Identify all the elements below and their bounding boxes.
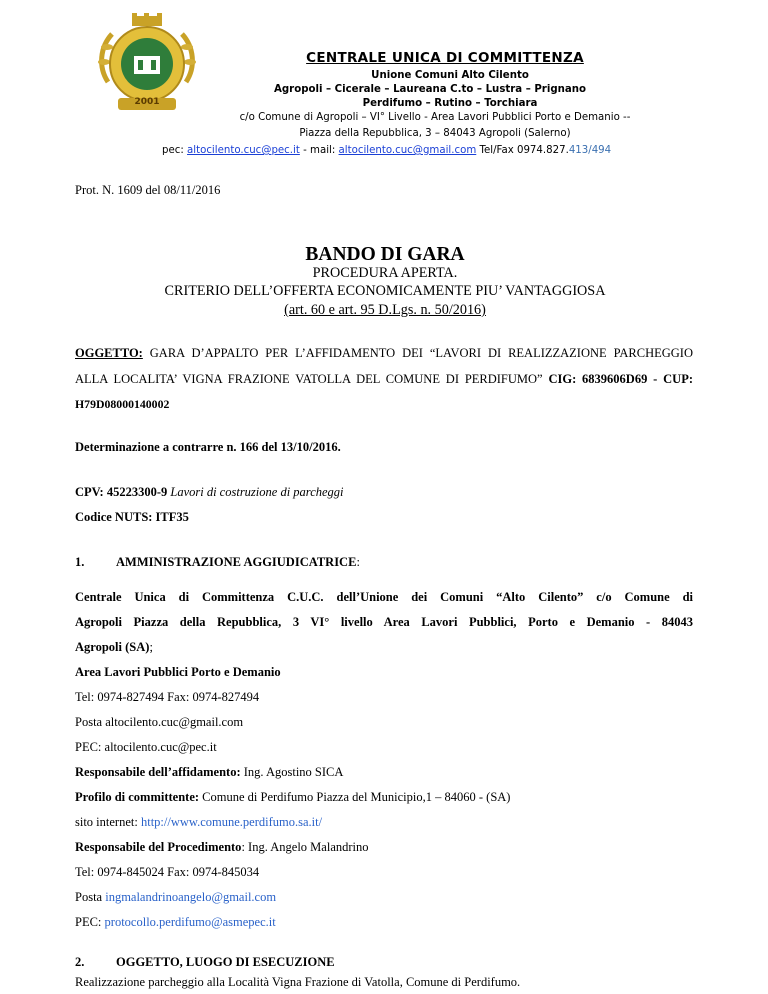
logo-year: 2001 xyxy=(134,97,160,107)
pec2-label: PEC: xyxy=(75,915,105,929)
oggetto-label: OGGETTO: xyxy=(75,346,143,360)
profilo-committente xyxy=(75,790,510,805)
header-title: CENTRALE UNICA DI COMMITTENZA xyxy=(306,50,584,66)
header-line2: Agropoli – Cicerale – Laureana C.to – Lustra – Prignano xyxy=(274,84,586,95)
oggetto-text1: GARA D’APPALTO PER L’AFFIDAMENTO DEI “LAVORI DI REALIZZAZIONE PARCHEGGIO xyxy=(149,346,693,360)
profilo-value: Comune di Perdifumo Piazza del Municipio,1 – 84060 - (SA) xyxy=(199,790,511,804)
tel-fax-2: Tel: 0974-845024 Fax: 0974-845034 xyxy=(75,865,260,879)
section1-colon: : xyxy=(356,555,360,569)
nuts-code: Codice NUTS: ITF35 xyxy=(75,510,189,524)
header-contacts xyxy=(162,145,611,156)
protocol-number: Prot. N. 1609 del 08/11/2016 xyxy=(75,183,221,197)
document-title: BANDO DI GARA xyxy=(305,244,465,265)
section1-number: 1. xyxy=(75,555,85,569)
cig-value: : 6839606D69 - CUP: xyxy=(572,372,693,386)
cpv-label: CPV xyxy=(75,485,100,499)
posta-email-2 xyxy=(75,890,276,905)
section2-body: Realizzazione parcheggio alla Località Vigna Frazione di Vatolla, Comune di Perdifumo. xyxy=(75,975,521,989)
determinazione: Determinazione a contrarre n. 166 del 13/10/2016. xyxy=(75,440,341,454)
sito-link[interactable]: http://www.comune.perdifumo.sa.it/ xyxy=(140,815,323,829)
area-lavori: Area Lavori Pubblici Porto e Demanio xyxy=(75,665,281,679)
section2-number: 2. xyxy=(75,955,85,969)
rup-label: Responsabile del Procedimento xyxy=(75,840,242,854)
pec-email-2 xyxy=(75,915,276,930)
header-line3: Perdifumo – Rutino – Torchiara xyxy=(362,98,538,109)
oggetto-text2: ALLA LOCALITA’ VIGNA FRAZIONE VATOLLA DEL COMUNE DI PERDIFUMO” xyxy=(75,372,543,386)
pec2-link[interactable]: protocollo.perdifumo@asmepec.it xyxy=(104,915,276,929)
pec-label: pec: xyxy=(162,145,184,156)
tel-label: Tel/Fax 0974.827. xyxy=(479,145,569,156)
profilo-label: Profilo di committente: xyxy=(75,790,200,804)
posta2-link[interactable]: ingmalandrinoangelo@gmail.com xyxy=(105,890,277,904)
pec-link[interactable]: altocilento.cuc@pec.it xyxy=(187,145,300,156)
cpv-description: Lavori di costruzione di parcheggi xyxy=(170,485,344,499)
sito-label: sito internet: xyxy=(75,815,141,829)
cig-label: CIG xyxy=(548,372,573,386)
section1-body2: Agropoli Piazza della Repubblica, 3 VI° livello Area Lavori Pubblici, Porto e Demanio - 84043 xyxy=(75,615,693,629)
subtitle-law xyxy=(75,302,695,319)
posta2-label: Posta xyxy=(75,890,106,904)
letterhead xyxy=(150,50,650,66)
oggetto-line2 xyxy=(75,372,693,387)
law-reference: (art. 60 e art. 95 D.Lgs. n. 50/2016) xyxy=(284,302,486,318)
oggetto-line1 xyxy=(75,346,693,361)
mail-link[interactable]: altocilento.cuc@gmail.com xyxy=(338,145,477,156)
header-line1: Unione Comuni Alto Cilento xyxy=(371,70,529,81)
header-line5: Piazza della Repubblica, 3 – 84043 Agropoli (Salerno) xyxy=(299,128,571,139)
section1-title: AMMINISTRAZIONE AGGIUDICATRICE xyxy=(116,555,357,569)
section1-body3-text: Agropoli (SA) xyxy=(75,640,150,654)
resp-label: Responsabile dell’affidamento: xyxy=(75,765,241,779)
mail-label: - mail: xyxy=(303,145,336,156)
section1-body1: Centrale Unica di Committenza C.U.C. dell’Unione dei Comuni “Alto Cilento” c/o Comune di xyxy=(75,590,693,604)
header-line4: c/o Comune di Agropoli – VI° Livello - Area Lavori Pubblici Porto e Demanio -- xyxy=(239,112,631,123)
rup-value: : Ing. Angelo Malandrino xyxy=(241,840,369,854)
posta-email: Posta altocilento.cuc@gmail.com xyxy=(75,715,244,729)
cpv-line xyxy=(75,485,344,500)
pec-email: PEC: altocilento.cuc@pec.it xyxy=(75,740,217,754)
responsabile-affidamento xyxy=(75,765,343,780)
section2-title: OGGETTO, LUOGO DI ESECUZIONE xyxy=(116,955,335,969)
sito-internet xyxy=(75,815,322,830)
subtitle-criterion: CRITERIO DELL’OFFERTA ECONOMICAMENTE PIU’ VANTAGGIOSA xyxy=(164,283,606,299)
cpv-code: : 45223300-9 xyxy=(99,485,168,499)
section1-body3 xyxy=(75,640,153,655)
section1-heading xyxy=(116,555,360,570)
subtitle-procedure: PROCEDURA APERTA. xyxy=(312,265,458,281)
tel-fax: Tel: 0974-827494 Fax: 0974-827494 xyxy=(75,690,260,704)
tel-suffix: 413/494 xyxy=(568,145,612,156)
section1-body3-end: ; xyxy=(149,640,153,654)
cup-value: H79D08000140002 xyxy=(75,397,170,411)
resp-value: Ing. Agostino SICA xyxy=(240,765,344,779)
responsabile-procedimento xyxy=(75,840,369,855)
